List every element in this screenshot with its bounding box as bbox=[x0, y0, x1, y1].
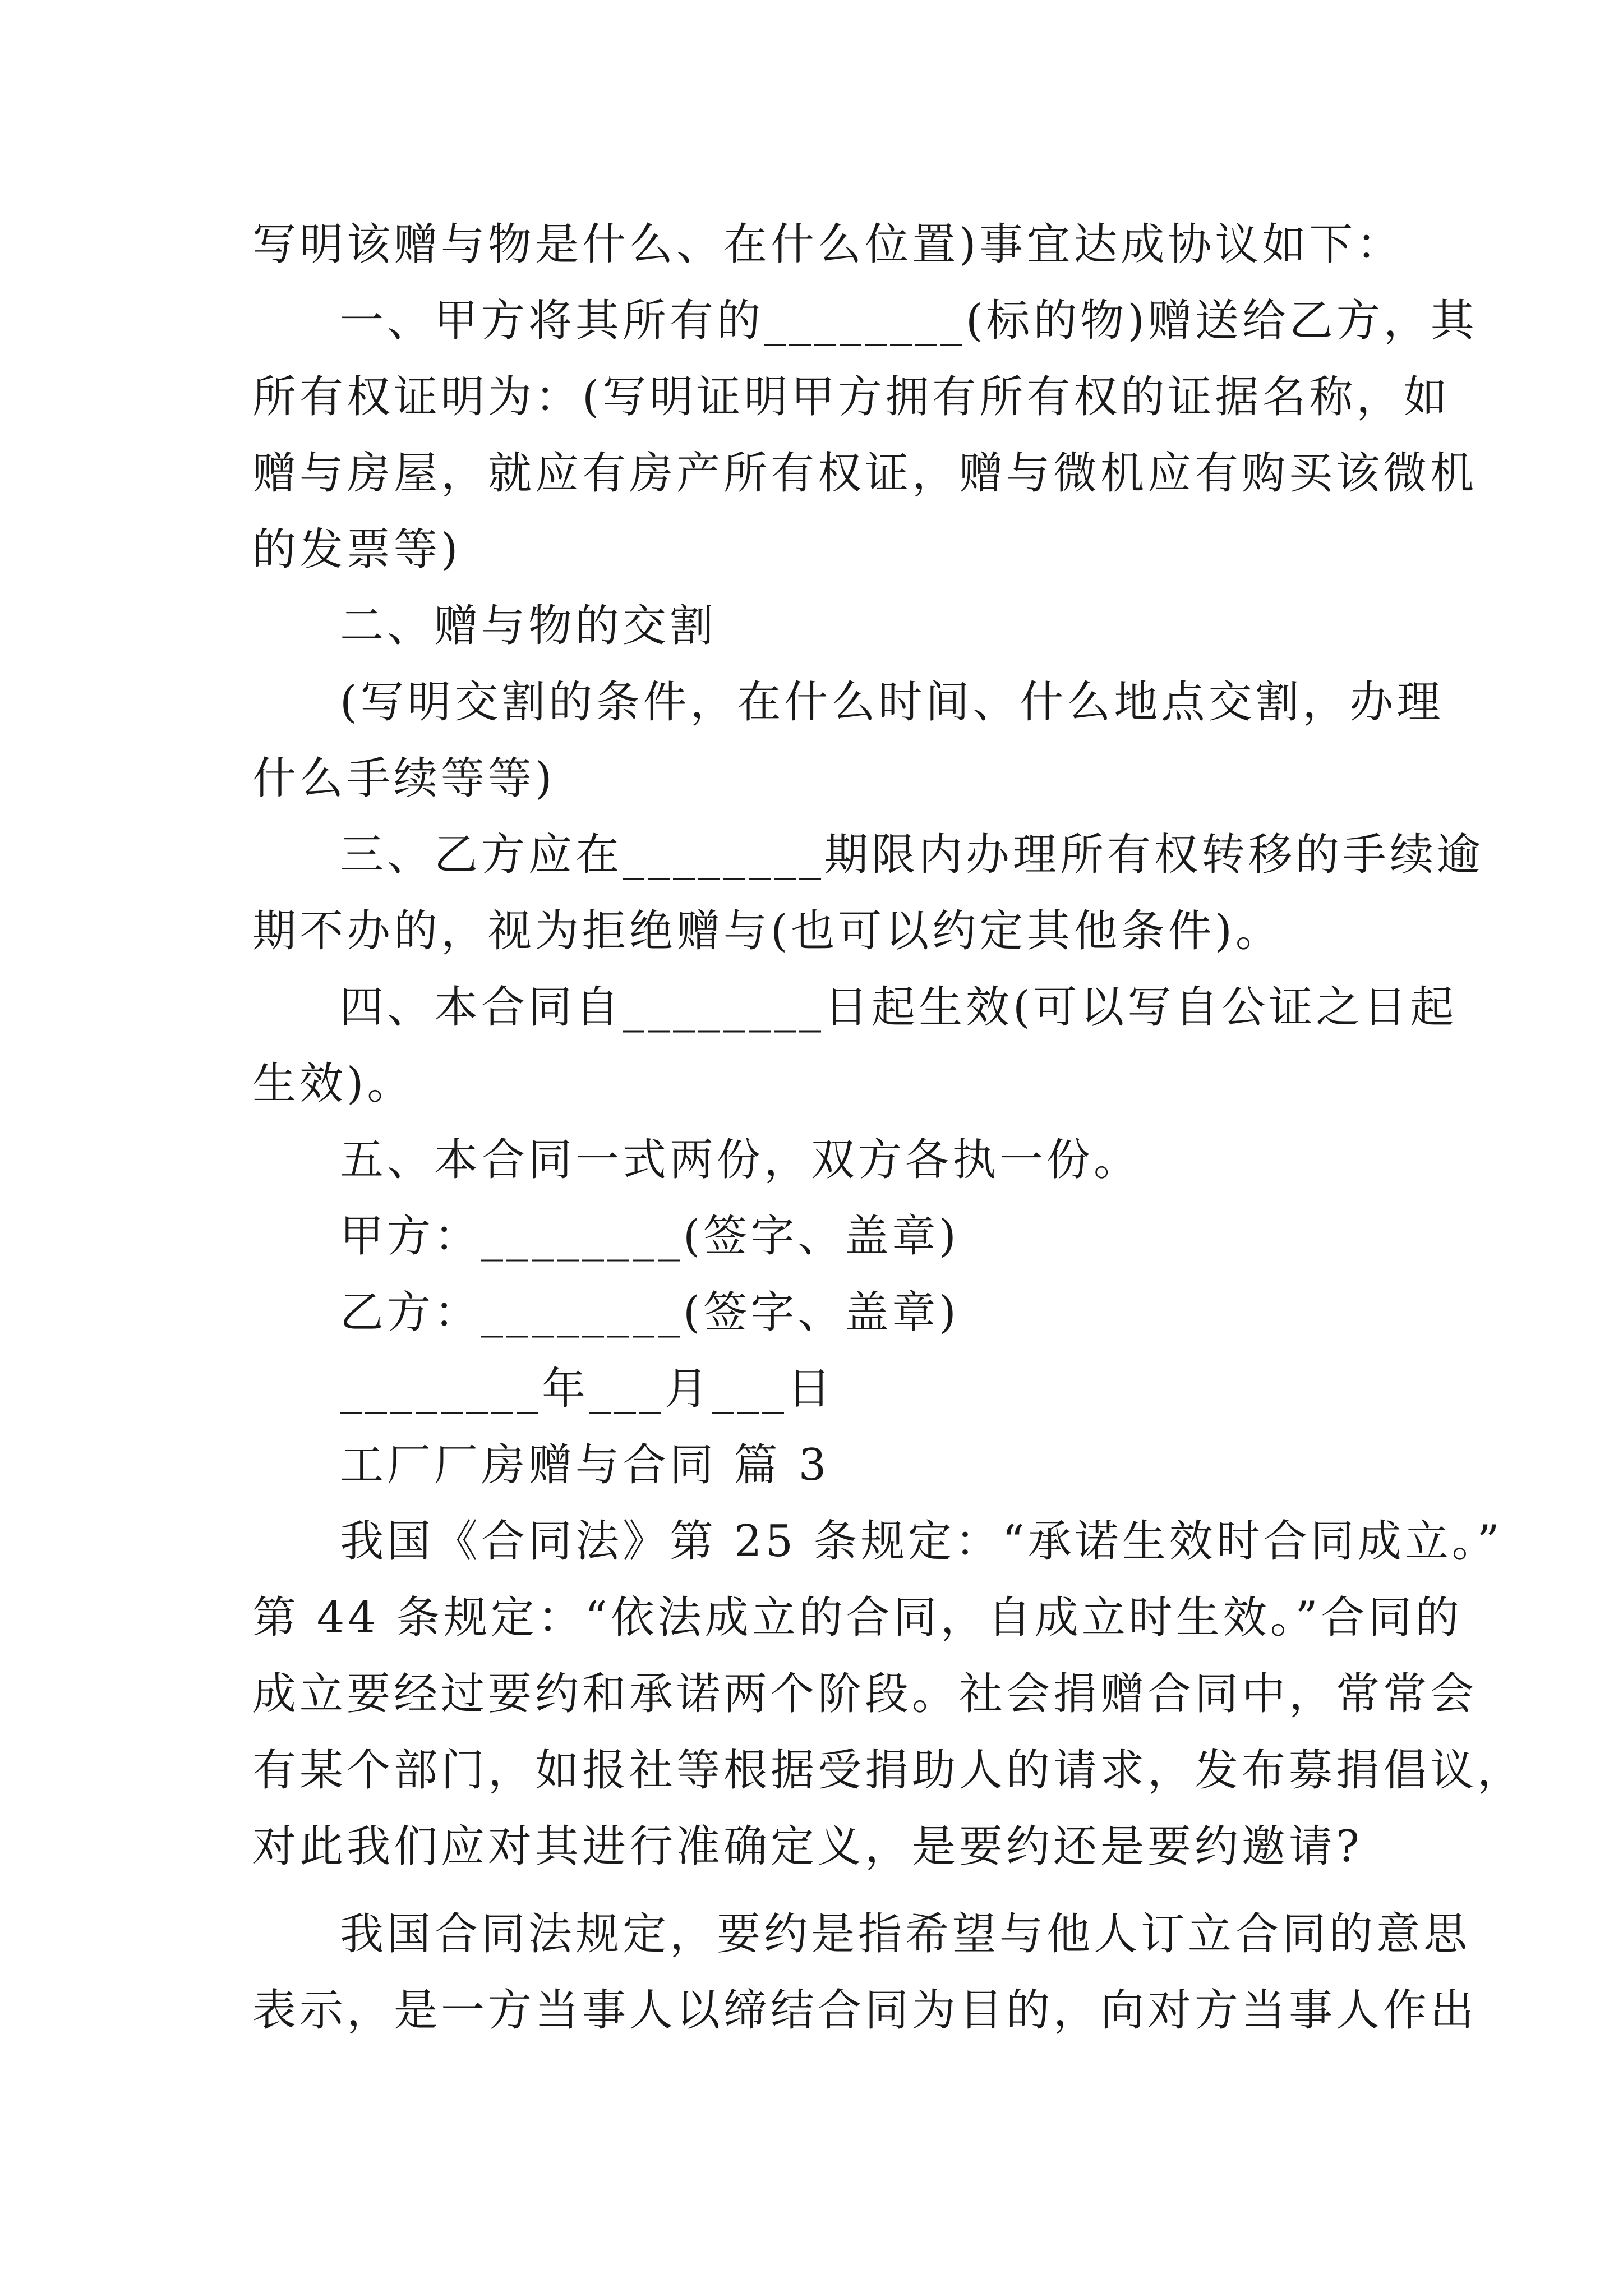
text-line: 有某个部门，如报社等根据受捐助人的请求，发布募捐倡议， bbox=[252, 1745, 1525, 1796]
text-line: 我国《合同法》第 25 条规定：“承诺生效时合同成立。” bbox=[340, 1516, 1503, 1567]
text-line: 一、甲方将其所有的________(标的物)赠送给乙方，其 bbox=[340, 296, 1478, 346]
text-line: 生效)。 bbox=[252, 1059, 414, 1109]
party-a-signature-line: 甲方：________(签字、盖章) bbox=[340, 1211, 960, 1262]
text-line: 表示，是一方当事人以缔结合同为目的，向对方当事人作出 bbox=[252, 1985, 1478, 2036]
text-line: (写明交割的条件，在什么时间、什么地点交割，办理 bbox=[340, 677, 1444, 728]
text-line: 我国合同法规定，要约是指希望与他人订立合同的意思 bbox=[340, 1909, 1471, 1959]
text-line: 第 44 条规定：“依法成立的合同，自成立时生效。”合同的 bbox=[252, 1593, 1463, 1643]
text-line: 期不办的，视为拒绝赠与(也可以约定其他条件)。 bbox=[252, 906, 1283, 956]
text-line: 成立要经过要约和承诺两个阶段。社会捐赠合同中，常常会 bbox=[252, 1669, 1478, 1719]
text-line: 五、本合同一式两份，双方各执一份。 bbox=[340, 1135, 1141, 1185]
text-line: 二、赠与物的交割 bbox=[340, 601, 717, 651]
text-line: 对此我们应对其进行准确定义，是要约还是要约邀请? bbox=[252, 1821, 1363, 1872]
text-line: 赠与房屋，就应有房产所有权证，赠与微机应有购买该微机 bbox=[252, 448, 1478, 499]
text-line: 的发票等) bbox=[252, 524, 462, 575]
text-line: 所有权证明为：(写明证明甲方拥有所有权的证据名称，如 bbox=[252, 372, 1451, 422]
text-line: 三、乙方应在________期限内办理所有权转移的手续逾 bbox=[340, 830, 1484, 880]
text-line: 什么手续等等) bbox=[252, 753, 556, 804]
party-b-signature-line: 乙方：________(签字、盖章) bbox=[340, 1287, 960, 1338]
text-line: 四、本合同自________日起生效(可以写自公证之日起 bbox=[340, 982, 1458, 1033]
text-line: 写明该赠与物是什么、在什么位置)事宜达成协议如下： bbox=[252, 219, 1404, 270]
date-line: ________年___月___日 bbox=[340, 1364, 835, 1414]
section-heading: 工厂厂房赠与合同 篇 3 bbox=[340, 1440, 830, 1490]
document-body bbox=[252, 206, 1525, 2049]
